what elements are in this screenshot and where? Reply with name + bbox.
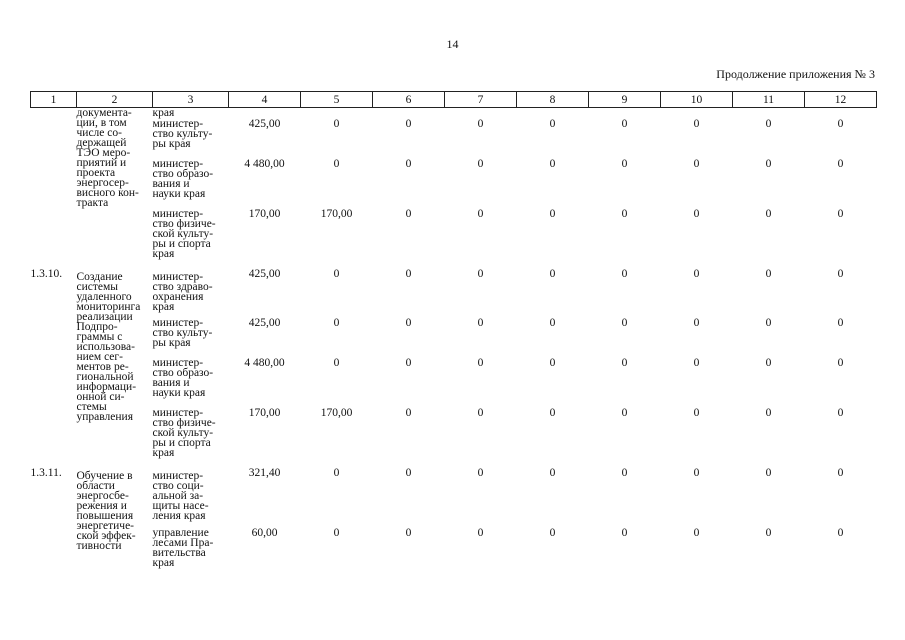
value-cell: 170,00 <box>320 406 353 419</box>
item-code: 1.3.10. <box>30 267 63 280</box>
column-header: 7 <box>445 92 517 108</box>
table-row <box>31 119 877 159</box>
column-header: 5 <box>301 92 373 108</box>
item-code <box>31 108 77 269</box>
value-cell: 0 <box>333 356 340 369</box>
value-cell: 60,00 <box>251 526 278 539</box>
item-code: 1.3.11. <box>30 466 62 479</box>
table-row <box>31 209 877 269</box>
value-cell: 0 <box>837 267 844 280</box>
value-cell: 0 <box>621 356 628 369</box>
value-cell: 0 <box>549 466 556 479</box>
value-cell: 0 <box>765 316 772 329</box>
table-row <box>31 108 877 119</box>
value-cell: 0 <box>549 316 556 329</box>
value-cell: 0 <box>693 267 700 280</box>
column-header: 2 <box>77 92 153 108</box>
value-cell: 0 <box>765 117 772 130</box>
value-cell: 170,00 <box>248 406 281 419</box>
value-cell: 321,40 <box>248 466 281 479</box>
value-cell: 0 <box>549 157 556 170</box>
table-row <box>31 269 877 318</box>
value-cell: 4 480,00 <box>244 157 285 170</box>
value-cell: 0 <box>693 157 700 170</box>
value-cell: 0 <box>621 157 628 170</box>
value-cell: 0 <box>837 207 844 220</box>
value-cell: 0 <box>477 267 484 280</box>
column-header: 10 <box>661 92 733 108</box>
value-cell: 0 <box>693 207 700 220</box>
table-row <box>31 528 877 573</box>
value-cell: 0 <box>405 207 412 220</box>
value-cell: 425,00 <box>248 316 281 329</box>
value-cell: 0 <box>621 406 628 419</box>
value-cell: 0 <box>477 207 484 220</box>
column-header: 12 <box>805 92 877 108</box>
value-cell: 0 <box>549 267 556 280</box>
executor: края <box>152 107 175 119</box>
value-cell: 0 <box>765 207 772 220</box>
value-cell: 0 <box>405 356 412 369</box>
executor: министер- ство физиче- ской культу- ры и спорта края <box>152 207 216 260</box>
value-cell: 0 <box>837 356 844 369</box>
value-cell: 0 <box>765 356 772 369</box>
value-cell: 0 <box>477 466 484 479</box>
value-cell: 0 <box>693 526 700 539</box>
value-cell: 0 <box>333 316 340 329</box>
table-row <box>31 408 877 468</box>
executor: министер- ство соци- альной за- щиты насе- ления края <box>152 469 209 522</box>
value-cell: 0 <box>549 117 556 130</box>
value-cell: 0 <box>405 267 412 280</box>
value-cell: 0 <box>693 117 700 130</box>
column-header: 8 <box>517 92 589 108</box>
column-header: 9 <box>589 92 661 108</box>
value-cell: 0 <box>405 316 412 329</box>
appendix-continuation-label: Продолжение приложения № 3 <box>716 67 875 81</box>
column-header: 6 <box>373 92 445 108</box>
page-number: 14 <box>446 37 459 51</box>
value-cell: 425,00 <box>248 117 281 130</box>
item-name: документа- ции, в том числе со- держащей ТЭО меро- приятий и проекта энергосер- висного кон- тракта <box>76 107 139 209</box>
value-cell: 0 <box>333 117 340 130</box>
column-header: 3 <box>153 92 229 108</box>
value-cell: 0 <box>477 356 484 369</box>
value-cell: 0 <box>765 267 772 280</box>
column-header: 11 <box>733 92 805 108</box>
executor: министер- ство физиче- ской культу- ры и спорта края <box>152 406 216 459</box>
executor: министер- ство культу- ры края <box>152 316 213 349</box>
value-cell: 0 <box>837 117 844 130</box>
executor: министер- ство образо- вания и науки края <box>152 356 214 399</box>
executor: управление лесами Пра- вительства края <box>152 526 214 569</box>
value-cell: 0 <box>333 526 340 539</box>
value-cell: 0 <box>621 466 628 479</box>
value-cell: 0 <box>333 157 340 170</box>
value-cell: 0 <box>765 466 772 479</box>
value-cell: 0 <box>477 316 484 329</box>
value-cell: 0 <box>333 267 340 280</box>
value-cell: 0 <box>405 466 412 479</box>
value-cell: 0 <box>477 117 484 130</box>
table-row <box>31 468 877 528</box>
value-cell: 0 <box>693 406 700 419</box>
executor: министер- ство культу- ры края <box>152 117 213 150</box>
value-cell: 0 <box>621 207 628 220</box>
table-row <box>31 358 877 408</box>
value-cell: 0 <box>333 466 340 479</box>
value-cell: 0 <box>693 356 700 369</box>
value-cell: 170,00 <box>320 207 353 220</box>
value-cell: 0 <box>477 526 484 539</box>
value-cell: 0 <box>693 316 700 329</box>
value-cell: 0 <box>549 356 556 369</box>
item-name: Обучение в области энергосбе- режения и повышения энергетиче- ской эффек- тивности <box>76 469 136 552</box>
value-cell: 0 <box>477 157 484 170</box>
value-cell: 0 <box>477 406 484 419</box>
value-cell: 0 <box>405 526 412 539</box>
column-header: 1 <box>31 92 77 108</box>
budget-table <box>30 91 877 573</box>
value-cell: 0 <box>405 157 412 170</box>
value-cell: 0 <box>621 316 628 329</box>
value-cell: 0 <box>837 466 844 479</box>
value-cell: 4 480,00 <box>244 356 285 369</box>
item-name: Создание системы удаленного мониторинга реализации Подпро- граммы с использова- нием сег- ментов ре- гиональной информаци- онной си- стемы управления <box>76 270 141 423</box>
value-cell: 0 <box>837 406 844 419</box>
table-row <box>31 318 877 358</box>
value-cell: 170,00 <box>248 207 281 220</box>
executor: министер- ство здраво- охранения края <box>152 270 213 313</box>
value-cell: 0 <box>837 316 844 329</box>
value-cell: 0 <box>549 207 556 220</box>
value-cell: 0 <box>621 117 628 130</box>
table-row <box>31 159 877 209</box>
value-cell: 0 <box>549 406 556 419</box>
header-row <box>31 92 877 108</box>
value-cell: 0 <box>765 157 772 170</box>
value-cell: 0 <box>837 157 844 170</box>
value-cell: 0 <box>765 526 772 539</box>
value-cell: 0 <box>693 466 700 479</box>
value-cell: 0 <box>621 267 628 280</box>
value-cell: 0 <box>405 406 412 419</box>
value-cell: 0 <box>765 406 772 419</box>
executor: министер- ство образо- вания и науки края <box>152 157 214 200</box>
value-cell: 0 <box>837 526 844 539</box>
value-cell: 425,00 <box>248 267 281 280</box>
value-cell: 0 <box>621 526 628 539</box>
value-cell: 0 <box>405 117 412 130</box>
value-cell: 0 <box>549 526 556 539</box>
column-header: 4 <box>229 92 301 108</box>
